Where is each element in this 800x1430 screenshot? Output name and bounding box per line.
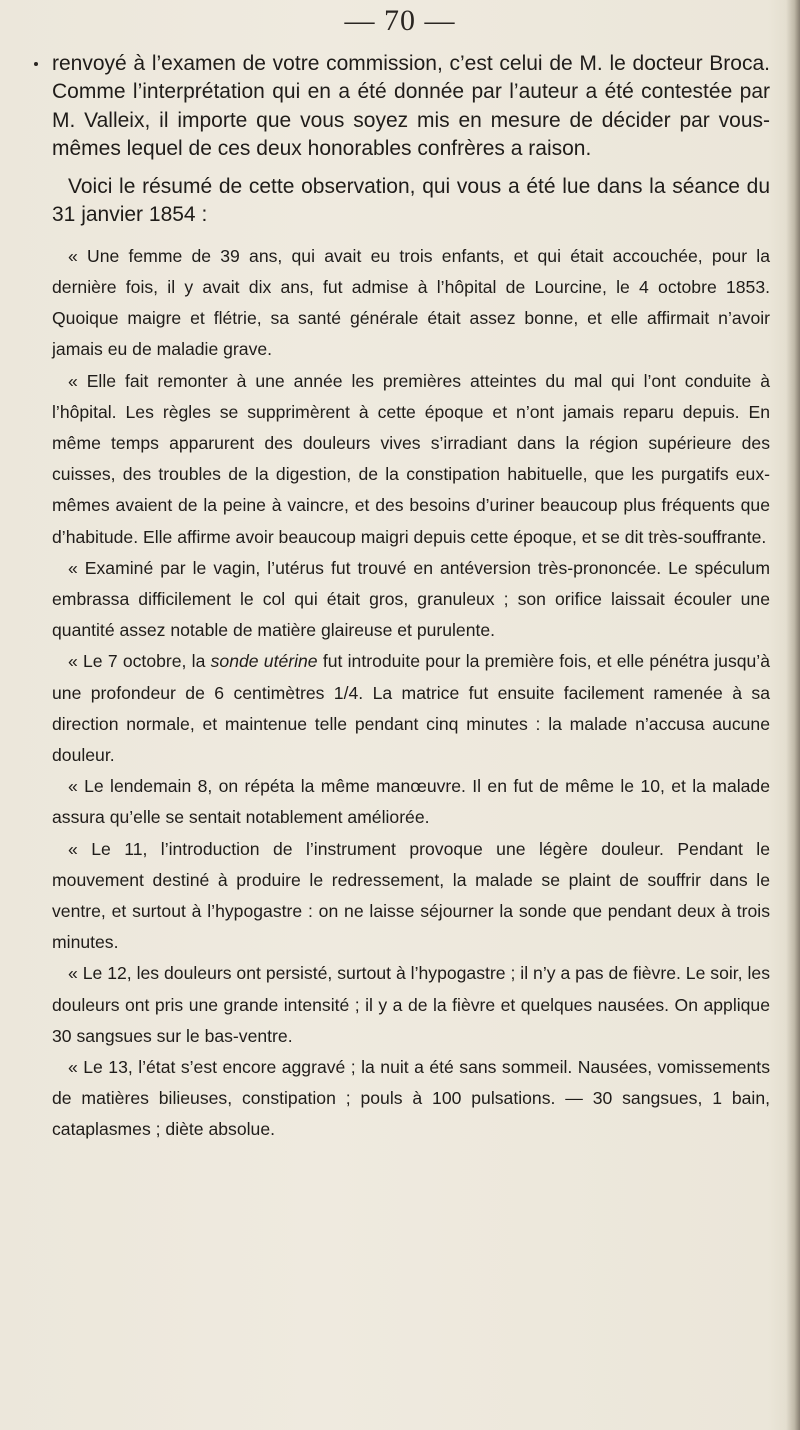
intro-section [52,50,770,230]
page-edge-shadow [786,0,800,1430]
observation-paragraph-2: « Elle fait remonter à une année les premières atteintes du mal qui l’ont conduite à l’hôpital. Les règles se supprimèrent à cette époque et n’ont jamais reparu depuis. En même temps apparurent des douleurs vives s’irradiant dans la région supérieure des cuisses, des troubles de la digestion, de la constipation habituelle, que les purgatifs eux-mêmes avaient de la peine à vaincre, et des besoins d’uriner beaucoup plus fréquents que d’habitude. Elle affirme avoir beaucoup maigri depuis cette époque, et se dit très-souffrante. [52,370,770,547]
body-text [52,50,770,1146]
observation-paragraph-6: « Le 11, l’introduction de l’instrument provoque une légère douleur. Pendant le mouvement destiné à produire le redressement, la malade se plaint de souffrir dans le ventre, et surtout à l’hypogastre : on ne laisse séjourner la sonde que pendant deux à trois minutes. [52,838,770,953]
paragraph-4-start: « Le 7 octobre, la [68,651,211,672]
observation-section [52,241,770,1146]
page-number: — 70 — [344,4,456,37]
intro-paragraph-2: Voici le résumé de cette observation, qui vous a été lue dans la séance du 31 janvier 1854 : [52,175,770,227]
observation-paragraph-3: « Examiné par le vagin, l’utérus fut trouvé en antéversion très-prononcée. Le spéculum embrassa difficilement le col qui était gros, granuleux ; son orifice laissait écouler une quantité assez notable de matière glaireuse et purulente. [52,557,770,641]
italic-term: sonde utérine [210,651,318,672]
observation-paragraph-8: « Le 13, l’état s’est encore aggravé ; la nuit a été sans sommeil. Nausées, vomissements de matières bilieuses, constipation ; pouls à 100 pulsations. — 30 sangsues, 1 bain, cataplasmes ; diète absolue. [52,1057,770,1140]
observation-paragraph-1: « Une femme de 39 ans, qui avait eu trois enfants, et qui était accouchée, pour la dernière fois, il y avait dix ans, fut admise à l’hôpital de Lourcine, le 4 octobre 1853. Quoique maigre et flétrie, sa santé générale était assez bonne, et elle affirmait n’avoir jamais eu de maladie grave. [52,245,770,360]
observation-paragraph-4 [52,646,770,771]
margin-mark [34,62,38,66]
observation-paragraph-7: « Le 12, les douleurs ont persisté, surtout à l’hypogastre ; il n’y a pas de fièvre. Le soir, les douleurs ont pris une grande intensité ; il y a de la fièvre et quelques nausées. On applique 30 sangsues sur le bas-ventre. [52,963,770,1046]
observation-paragraph-5: « Le lendemain 8, on répéta la même manœuvre. Il en fut de même le 10, et la malade assura qu’elle se sentait notablement améliorée. [52,776,770,828]
paragraph-4-end: fut introduite pour la première fois, et elle pénétra jusqu’à une profondeur de 6 centimètres 1/4. La matrice fut ensuite facilement ramenée à sa direction normale, et maintenue telle pendant cinq minutes : la malade n’accusa aucune douleur. [52,651,770,766]
intro-paragraph-1: renvoyé à l’examen de votre commission, c’est celui de M. le docteur Broca. Comme l’interprétation qui en a été donnée par l’auteur a été contestée par M. Valleix, il importe que vous soyez mis en mesure de décider par vous-mêmes lequel de ces deux honorables confrères a raison. [52,52,770,160]
